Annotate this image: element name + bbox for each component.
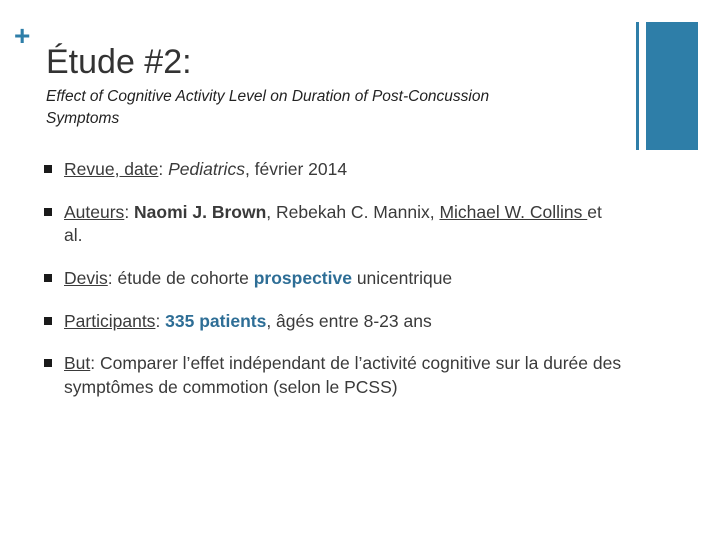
revue-label: Revue, date (64, 159, 159, 179)
revue-journal: Pediatrics (168, 159, 245, 179)
bullet-marker-icon (44, 165, 52, 173)
bullet-participants (44, 310, 624, 334)
accent-block (646, 22, 698, 150)
accent-line (636, 22, 639, 150)
slide-title: Étude #2: (46, 43, 192, 81)
devis-pre: : étude de cohorte (107, 267, 254, 288)
devis-highlight: prospective (253, 267, 352, 288)
auteurs-author1: Naomi J. Brown (134, 201, 267, 222)
participants-rest: , âgés entre 8-23 ans (266, 310, 432, 331)
plus-icon: + (14, 20, 31, 51)
bullet-list (44, 158, 624, 418)
auteurs-middle: , Rebekah C. Mannix, (266, 201, 440, 222)
auteurs-sep: : (124, 201, 135, 222)
bullet-marker-icon (44, 359, 52, 367)
auteurs-rest: et al. (64, 201, 602, 246)
auteurs-author3: Michael W. Collins (439, 201, 588, 222)
bullet-revue (44, 158, 624, 182)
bullet-but (44, 352, 624, 399)
bullet-devis (44, 267, 624, 291)
devis-label: Devis (64, 267, 108, 288)
participants-sep: : (155, 310, 166, 331)
devis-post: unicentrique (351, 267, 453, 288)
bullet-marker-icon (44, 274, 52, 282)
slide-subtitle: Effect of Cognitive Activity Level on Duration of Post-Concussion Symptoms (46, 88, 490, 127)
revue-sep: : (158, 159, 169, 179)
revue-rest: , février 2014 (244, 159, 348, 179)
bullet-marker-icon (44, 208, 52, 216)
participants-highlight: 335 patients (165, 310, 267, 331)
auteurs-label: Auteurs (64, 201, 125, 222)
but-rest: : Comparer l’effet indépendant de l’activité cognitive sur la durée des symptômes de commotion (selon le PCSS) (64, 353, 622, 397)
bullet-marker-icon (44, 317, 52, 325)
but-label: But (64, 353, 91, 374)
participants-label: Participants (64, 310, 156, 331)
bullet-auteurs (44, 201, 624, 248)
